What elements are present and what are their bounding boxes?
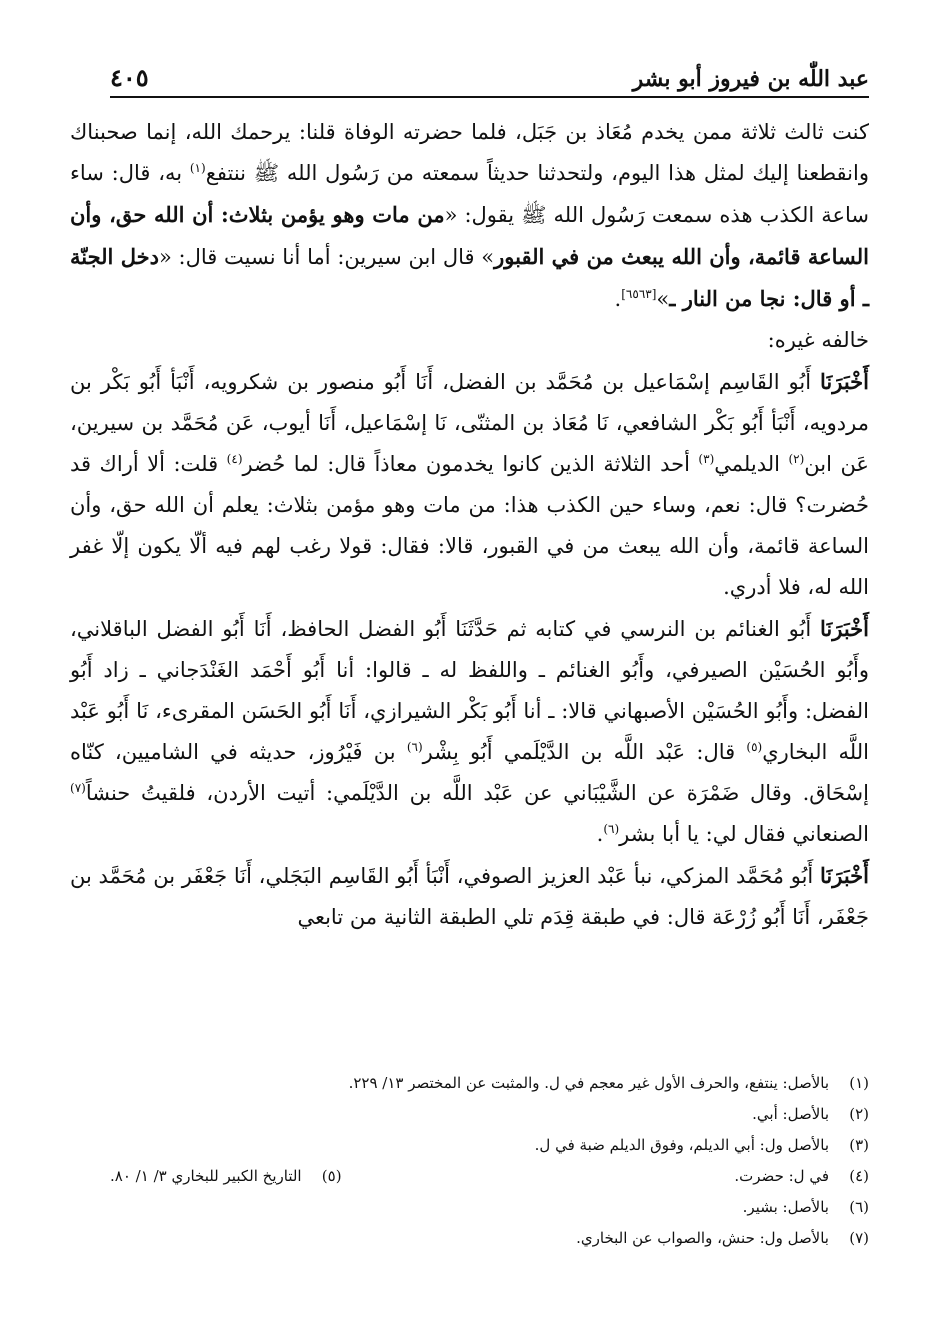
paragraph: [70, 855, 869, 938]
paragraph-text: قال: عَبْد اللَّه بن الدَّيْلَمي أَبُو بِشْر: [422, 740, 736, 764]
footnote-number: (٢): [849, 1105, 869, 1123]
footnote-number: (٥): [321, 1167, 342, 1185]
paragraph-text: كنت ثالث ثلاثة ممن يخدم مُعَاذ بن جَبَل، فلما حضرته الوفاة قلنا: يرحمك الله، إنما صحبناك وانقطعنا إليك لمثل هذا اليوم، ولتحدثنا حديثاً سمعته من رَسُول الله ﷺ ننتفع: [70, 120, 869, 185]
paragraph-text: أَبُو الغنائم بن النرسي في كتابه ثم حَدَّثَنَا أَبُو الفضل الحافظ، أَنَا أَبُو الفضل الباقلاني، وأَبُو الحُسَيْن الصيرفي، وأَبُو الغنائم ـ واللفظ له ـ قالوا: أنا أَبُو أَحْمَد الغَنْدَجاني ـ زاد أَبُو الفضل: وأَبُو الحُسَيْن الأصبهاني قالا: ـ أنا أَبُو بَكْر الشيرازي، أَنَا أَبُو الحَسَن المقرىء، نَا أَبُو عَبْد اللَّه البخاري: [70, 617, 869, 764]
footnote: [110, 1192, 869, 1223]
footnote-text: بالأصل ول: حنش، والصواب عن البخاري.: [576, 1229, 829, 1247]
page-header: [110, 52, 869, 98]
paragraph: كنت ثالث ثلاثة ممن يخدم مُعَاذ بن جَبَل، فلما حضرته الوفاة قلنا: يرحمك الله، إنما صحبناك وانقطعنا إليك لمثل هذا اليوم، ولتحدثنا حديثاً سمعته من رَسُول الله ﷺ ننتفع$^{(١)}$ به، قال: ساء ساعة الكذب هذه سمعت رَسُول الله ﷺ يقول: «من مات وهو يؤمن بثلاث: أن الله حق، وأن الساعة قائمة، وأن الله يبعث من في القبور» قال ابن سيرين: أما أنا نسيت قال: «دخل الجنّة ـ أو قال: نجا من النار ـ»[٦٥٦٣].: [70, 120, 869, 311]
footnote-text: بالأصل: أبي.: [752, 1105, 829, 1123]
footnote-marker: (٧): [70, 781, 86, 795]
paragraph-text: أَبُو القَاسِم إسْمَاعيل بن مُحَمَّد بن الفضل، أَنَا أَبُو منصور بن شكرويه، أَنْبَأ أَبُو بَكْر بن مردويه، أَنْبَأ أَبُو بَكْر الشافعي، نَا مُعَاذ بن المثنّى، نَا إسْمَاعيل، أَنَا أيوب، عَن مُحَمَّد بن سيرين، عَن ابن: [70, 370, 869, 476]
footnote: [110, 1099, 869, 1130]
footnote-number: (٦): [849, 1198, 869, 1216]
footnote-text: بالأصل: بشير.: [742, 1198, 829, 1216]
running-title: عبد اللّٰه بن فيروز أبو بشر: [632, 66, 869, 92]
footnote-pair: [110, 1161, 869, 1192]
paragraph-text: .: [596, 822, 604, 846]
paragraph-text: » قال ابن سيرين: أما أنا نسيت قال: «: [158, 245, 495, 269]
footnote-marker: (٢): [788, 452, 805, 466]
paragraph-text: الديلمي: [714, 452, 780, 476]
footnote-text: بالأصل: ينتفع، والحرف الأول غير معجم في ل. والمثبت عن المختصر ١٣/ ٢٢٩.: [348, 1074, 829, 1092]
paragraph-lead-word: أَخْبَرَنَا: [820, 863, 869, 888]
hadith-text: من مات وهو يؤمن بثلاث: أن الله حق، وأن الساعة قائمة، وأن الله يبعث من في القبور: [70, 202, 869, 269]
paragraph-text: بن فَيْرُوز، حديثه في الشاميين، كنّاه إسْحَاق. وقال ضَمْرَة عن الشَّيْبَاني عن عَبْد اللَّه بن الدَّيْلَمي: أتيت الأردن، فلقيتُ حنشاً: [70, 740, 869, 805]
footnote-text: التاريخ الكبير للبخاري ٣/ ١/ ٨٠.: [110, 1167, 302, 1185]
main-text: [70, 112, 869, 938]
paragraph-text: خالفه غيره:: [767, 328, 869, 352]
footnote-marker: (١): [189, 161, 206, 175]
page-number: ٤٠٥: [110, 63, 149, 92]
footnote-marker: (٦): [603, 822, 620, 836]
paragraph-text: أحد الثلاثة الذين كانوا يخدمون معاذاً قال: لما حُضر: [242, 452, 690, 476]
footnote-number: (٧): [849, 1229, 869, 1247]
footnote-text: بالأصل ول: أبي الديلم، وفوق الديلم ضبة في ل.: [534, 1136, 829, 1154]
paragraph-lead-word: أَخْبَرَنَا: [820, 369, 869, 394]
footnote-marker: (٣): [698, 452, 715, 466]
footnote: [110, 1161, 342, 1192]
footnote-marker: (٤): [226, 452, 243, 466]
footnote-marker: (٥): [746, 740, 763, 754]
paragraph-lead-word: أَخْبَرَنَا: [820, 616, 869, 641]
footnote-number: (١): [849, 1074, 869, 1092]
footnote-text: في ل: حضرت.: [734, 1167, 829, 1185]
paragraph: [70, 361, 869, 608]
paragraph-text: الصنعاني فقال لي: يا أبا بشر: [619, 822, 869, 846]
hadith-reference-number: [٦٥٦٣]: [621, 287, 657, 301]
footnote: [110, 1130, 869, 1161]
footnote-marker: (٦): [406, 740, 423, 754]
paragraph: [70, 320, 869, 361]
paragraph-text: به، قال: ساء ساعة الكذب هذه سمعت رَسُول الله ﷺ يقول: «: [70, 161, 869, 227]
footnote-number: (٣): [849, 1136, 869, 1154]
footnote-number: (٤): [849, 1167, 869, 1185]
paragraph-text: أَبُو مُحَمَّد المزكي، نبأ عَبْد العزيز الصوفي، أَنْبَأ أَبُو القَاسِم البَجَلي، أَنَا جَعْفَر بن مُحَمَّد بن جَعْفَر، أَنَا أَبُو زُرْعَة قال: في طبقة قِدَم تلي الطبقة الثانية من تابعي: [70, 864, 869, 929]
hadith-text: دخل الجنّة ـ أو قال: نجا من النار ـ: [70, 244, 869, 311]
footnote: [110, 1068, 869, 1099]
footnotes: [110, 1068, 869, 1254]
footnote: [734, 1161, 869, 1192]
paragraph: [70, 608, 869, 855]
paragraph-text: قلت: ألا أراك قد حُضرت؟ قال: نعم، وساء حين الكذب هذا: من مات وهو مؤمن بثلاث: يعلم أن الله حق، وأن الساعة قائمة، وأن الله يبعث من في القبور، قالا: فقال: قولا رغب لهم فيه ألّا يكون إلّا غفر الله له، فلا أدري.: [70, 452, 869, 599]
footnote: [110, 1223, 869, 1254]
